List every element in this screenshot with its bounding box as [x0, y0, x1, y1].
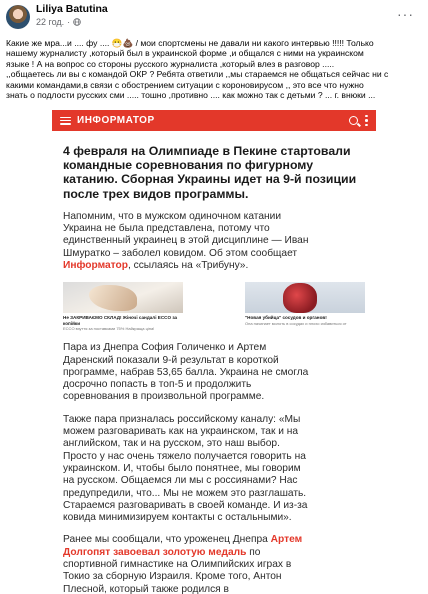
article-paragraph-1 — [63, 211, 365, 272]
search-icon — [349, 116, 358, 125]
paragraph-line: Украина не была представлена, потому что — [63, 223, 270, 235]
paragraph-line: Стараемся разговаривать в своей команде. И из-за — [63, 499, 308, 511]
ad-subcaption: Она начинает молоть в сосудах и плохо избавиться от — [245, 320, 347, 326]
article-screenshot[interactable] — [52, 110, 376, 594]
paragraph-line — [63, 260, 365, 272]
more-options-icon[interactable]: ··· — [397, 6, 414, 22]
post-text — [6, 38, 422, 100]
ad-subcaption: ECCO взуття за поставками 75% Найкраща ціна! — [63, 326, 155, 332]
paragraph-line: Просто у нас очень тяжело получается говорить на — [63, 450, 306, 462]
globe-icon — [73, 18, 81, 26]
kebab-menu-icon — [365, 115, 368, 126]
paragraph-line — [63, 547, 365, 559]
post-meta — [36, 17, 81, 27]
hamburger-menu-icon — [60, 117, 71, 125]
paragraph-line — [63, 534, 365, 546]
ad-anatomy-image — [245, 282, 365, 313]
post-header — [0, 0, 428, 34]
paragraph-line: Напомним, что в мужском одиночном катании — [63, 210, 282, 222]
post-text-line: знать о подлости русских сми ..... тошно ,противно .... как можно так с детьми ? ... г. внюки ... — [6, 90, 376, 101]
avatar[interactable] — [6, 5, 30, 29]
title-line: 4 февраля на Олимпиаде в Пекине стартовали — [63, 144, 351, 158]
ad-row — [63, 282, 365, 332]
ad-sandals-image — [63, 282, 183, 313]
paragraph-line: соревнования в произвольной программе. — [63, 391, 265, 403]
paragraph-line: Пара из Днепра София Голиченко и Артем — [63, 342, 267, 354]
post-text-line: языке ! А на вопрос со стороны русского журналиста ,который влез в разговор ..... — [6, 58, 335, 69]
dolgopyat-link-part[interactable]: Артем — [270, 534, 303, 546]
paragraph-line: Токио за сборную Израиля. Кроме того, Антон — [63, 571, 282, 583]
paragraph-line: спортивной гимнастике на Олимпийских играх в — [63, 559, 292, 571]
article-paragraph-2 — [63, 342, 365, 403]
paragraph-line: Даренский показали 9-й результат в короткой — [63, 354, 279, 366]
paragraph-line: украинском. И, чтобы было понятнее, мы говорим — [63, 462, 301, 474]
paragraph-line: Плесной, который также родился в — [63, 583, 229, 594]
paragraph-line: можем разговаривать как на украинском, так и на — [63, 426, 299, 438]
post-text-line: Какие же мра...и .... фу .... 😷💩 / мои спортсмены не давали ни какого интервью !!!!! Только — [6, 38, 374, 48]
meta-separator: · — [67, 17, 71, 27]
article-brand: ИНФОРМАТОР — [77, 115, 155, 126]
paragraph-line: программе, набрав 53,65 балла. Украина не смогла — [63, 366, 309, 378]
title-line: катанию. Сборная Украины идет на 9-й позиции — [63, 172, 357, 187]
dolgopyat-link[interactable]: Долгопят завоевал золотую медаль — [63, 546, 247, 558]
article-paragraph-3 — [63, 414, 365, 525]
paragraph-line: предупредили, что... Мы не можем это разглашать. — [63, 487, 307, 499]
title-line: командные соревнования по фигурному — [63, 158, 314, 173]
post-text-line: ,,общаетесь ли вы с командой ОКР ? Ребята ответили ,,мы стараемся не общаться сейчас ни с — [6, 69, 389, 80]
informator-link[interactable]: Информатор — [63, 260, 128, 271]
paragraph-line: Также пара призналась российскому каналу: «Мы — [63, 413, 301, 425]
ad-left[interactable] — [63, 282, 183, 332]
ad-caption: Не ЗАКРИВАЄМО СКЛАД! Жіночі сандалі ECCO за копійки — [63, 315, 178, 326]
paragraph-text: по — [246, 546, 261, 558]
paragraph-line: на русском. Общаемся ли мы с россиянами? Нас — [63, 475, 298, 487]
paragraph-line: английском, так и на русском, это наш выбор. — [63, 438, 280, 450]
post-text-line: какими командами,в связи с обострением ситуации с короновирусом ,, это все что нужно — [6, 79, 364, 90]
ad-caption: "Новая убийца" сосудов и органов! — [245, 315, 327, 321]
post-author[interactable]: Liliya Batutina — [36, 3, 108, 15]
paragraph-line: единственный украинец в этой дисциплине — Иван — [63, 235, 309, 247]
article-body — [52, 144, 376, 594]
paragraph-line: ковида минимизируем контакты с остальными». — [63, 512, 292, 524]
paragraph-line: Шмуратко – заболел ковидом. Об этом сообщает — [63, 247, 298, 259]
article-title — [63, 144, 365, 201]
ad-right[interactable] — [245, 282, 365, 332]
post-text-line: нашему журналисту ,который был в украинской форме ,и общался с ними на украинском — [6, 48, 364, 59]
paragraph-line: досрочно попасть в топ-5 и продолжить — [63, 379, 252, 391]
paragraph-text: Ранее мы сообщали, что уроженец Днепра — [63, 534, 268, 546]
paragraph-tail: , ссылаясь на «Трибуну». — [127, 260, 249, 271]
title-line: после трех видов программы. — [63, 186, 249, 201]
post-time[interactable]: 22 год. — [36, 17, 65, 27]
article-paragraph-4 — [63, 534, 365, 594]
article-top-bar — [52, 110, 376, 131]
